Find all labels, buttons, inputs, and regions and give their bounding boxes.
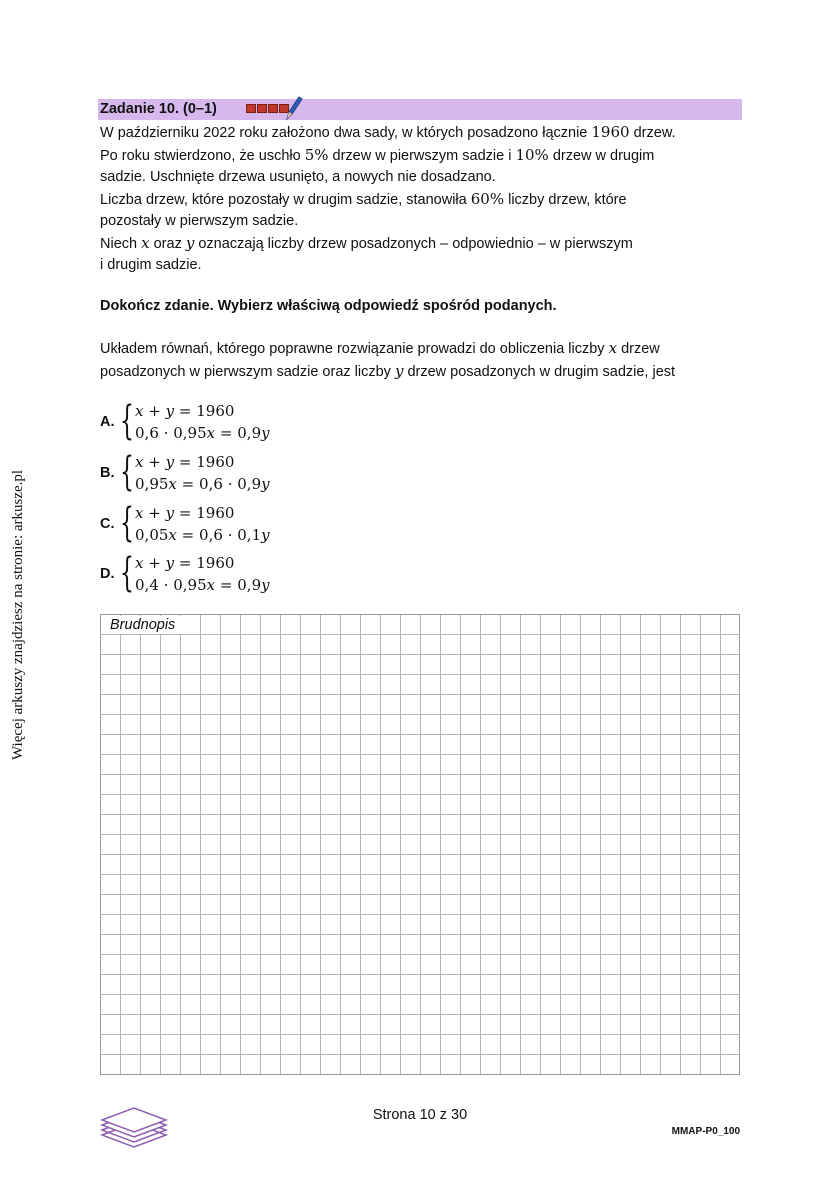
question-text: Układem równań, którego poprawne rozwiązanie prowadzi do obliczenia liczby x drzew posadzonych w pierwszym sadzie oraz liczby y drzew posadzonych w drugim sadzie, jest (100, 339, 676, 380)
intro-text: W październiku 2022 roku założono dwa sady, w których posadzono łącznie 1960 drzew. Po roku stwierdzono, że uschło 5% drzew w pierwszym sadzie i 10% drzew w drugim sadzie. Uschnięte drzewa usunięto, a nowych nie dosadzano. Liczba drzew, które pozostały w drugim sadzie, stanowiła 60% liczby drzew, które pozostały w pierwszym sadzie. Niech x oraz y oznaczają liczby drzew posadzonych – odpowiednio – w pierwszym i drugim sadzie. (100, 123, 676, 273)
task-title: Zadanie 10. (0–1) (100, 101, 217, 117)
equation-2: 0,6 · 0,95x = 0,9y (135, 424, 270, 442)
option-letter: D. (100, 566, 115, 582)
equation-2: 0,95x = 0,6 · 0,9y (135, 475, 270, 493)
page-number: Strona 10 z 30 (372, 1107, 468, 1123)
equation-1: x + y = 1960 (135, 453, 235, 471)
brace-symbol: { (120, 449, 134, 495)
exam-code: MMAP-P0_100 (671, 1126, 740, 1137)
brace-symbol: { (120, 398, 134, 444)
equation-1: x + y = 1960 (135, 504, 235, 522)
brace-symbol: { (120, 550, 134, 596)
option-letter: C. (100, 516, 115, 532)
option-letter: A. (100, 414, 115, 430)
scratch-grid[interactable] (100, 614, 740, 1075)
instruction: Dokończ zdanie. Wybierz właściwą odpowiedź spośród podanych. (100, 298, 557, 314)
equation-1: x + y = 1960 (135, 402, 235, 420)
side-watermark-text: Więcej arkuszy znajdziesz na stronie: arkusze.pl (10, 469, 26, 760)
pen-icon (283, 95, 303, 121)
scratch-label: Brudnopis (102, 616, 200, 634)
option-letter: B. (100, 465, 115, 481)
brace-symbol: { (120, 500, 134, 546)
equation-2: 0,05x = 0,6 · 0,1y (135, 526, 270, 544)
equation-1: x + y = 1960 (135, 554, 235, 572)
task-header-bar (98, 99, 742, 120)
equation-2: 0,4 · 0,95x = 0,9y (135, 576, 270, 594)
